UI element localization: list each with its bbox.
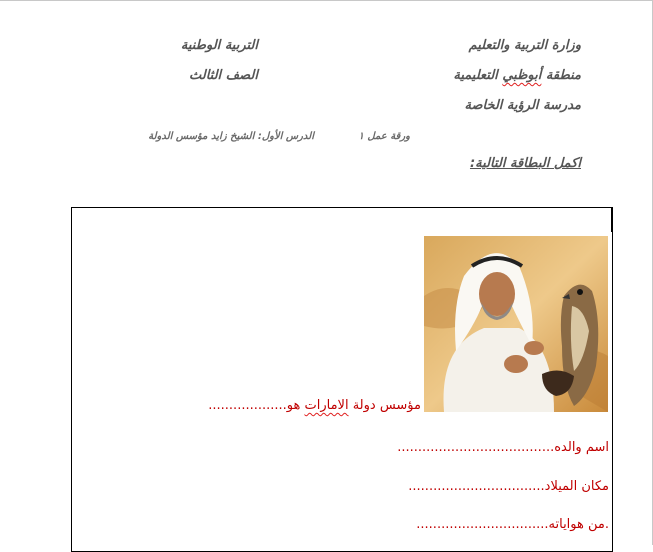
question-father-label: اسم والده xyxy=(554,440,609,455)
question-founder-prefix: مؤسس دولة xyxy=(348,398,421,413)
worksheet-label: ورقة عمل ١ xyxy=(358,131,410,142)
region-word: أبوظبي xyxy=(502,68,542,83)
grade-name: الصف الثالث xyxy=(188,68,258,83)
question-hobbies-period: . xyxy=(604,517,609,532)
school-name: مدرسة الرؤية الخاصة xyxy=(464,98,581,113)
text-cursor xyxy=(611,208,613,232)
answer-blank-hobbies[interactable]: ................................ xyxy=(416,517,549,532)
region-name xyxy=(453,68,581,83)
question-founder xyxy=(208,398,421,413)
answer-blank-father[interactable]: ...................................... xyxy=(397,440,555,455)
answer-blank-birthplace[interactable]: ................................. xyxy=(408,479,545,494)
subject-name: التربية الوطنية xyxy=(180,38,258,53)
question-founder-suffix: هو xyxy=(286,398,305,413)
page-top-border xyxy=(0,0,653,1)
question-birthplace-label: مكان الميلاد xyxy=(544,479,609,494)
question-birthplace xyxy=(408,479,609,494)
instruction-text: اكمل البطاقة التالية: xyxy=(469,156,581,171)
region-prefix: منطقة xyxy=(541,68,581,83)
question-hobbies-label: من هواياته xyxy=(548,517,605,532)
region-suffix: التعليمية xyxy=(453,68,503,83)
lesson-title: الدرس الأول: الشيخ زايد مؤسس الدولة xyxy=(148,131,314,142)
question-father xyxy=(397,440,609,455)
portrait-with-falcon-icon xyxy=(424,236,608,412)
question-hobbies xyxy=(416,517,609,532)
answer-blank-founder[interactable]: ................... xyxy=(208,398,287,413)
question-founder-word: الامارات xyxy=(304,398,349,413)
ministry-name: وزارة التربية والتعليم xyxy=(468,38,581,53)
